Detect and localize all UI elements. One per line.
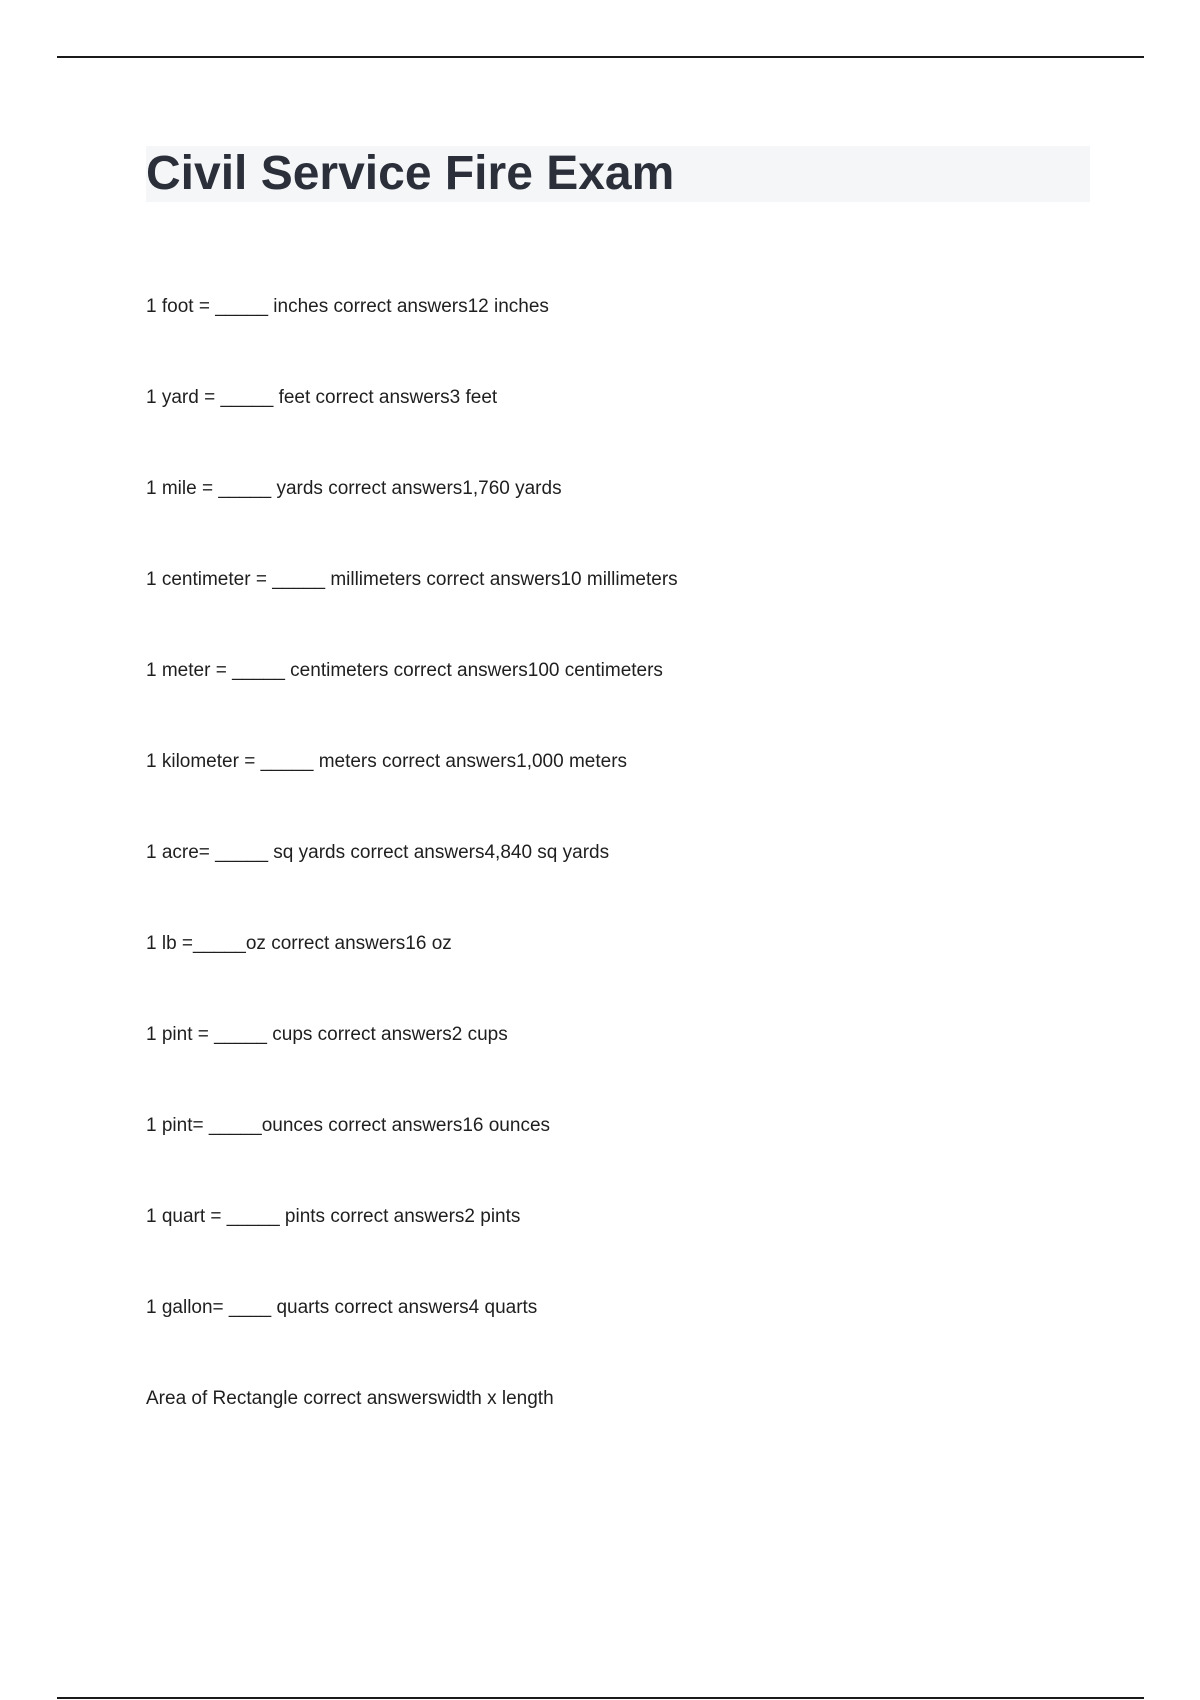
list-item: Area of Rectangle correct answerswidth x length [146,1388,554,1409]
list-item: 1 acre= _____ sq yards correct answers4,840 sq yards [146,842,610,863]
top-divider [57,56,1144,58]
list-item: 1 pint= _____ounces correct answers16 ounces [146,1115,551,1136]
list-item: 1 quart = _____ pints correct answers2 pints [146,1206,521,1227]
list-item: 1 kilometer = _____ meters correct answers1,000 meters [146,751,628,772]
page-title: Civil Service Fire Exam [146,147,675,200]
list-item: 1 gallon= ____ quarts correct answers4 quarts [146,1297,538,1318]
list-item: 1 mile = _____ yards correct answers1,760 yards [146,478,562,499]
question-list [146,291,1096,1474]
bottom-divider [57,1697,1144,1699]
list-item: 1 centimeter = _____ millimeters correct answers10 millimeters [146,569,678,590]
list-item: 1 lb =_____oz correct answers16 oz [146,933,452,954]
list-item: 1 meter = _____ centimeters correct answers100 centimeters [146,660,663,681]
list-item: 1 foot = _____ inches correct answers12 inches [146,296,549,317]
list-item: 1 pint = _____ cups correct answers2 cups [146,1024,508,1045]
list-item: 1 yard = _____ feet correct answers3 feet [146,387,498,408]
